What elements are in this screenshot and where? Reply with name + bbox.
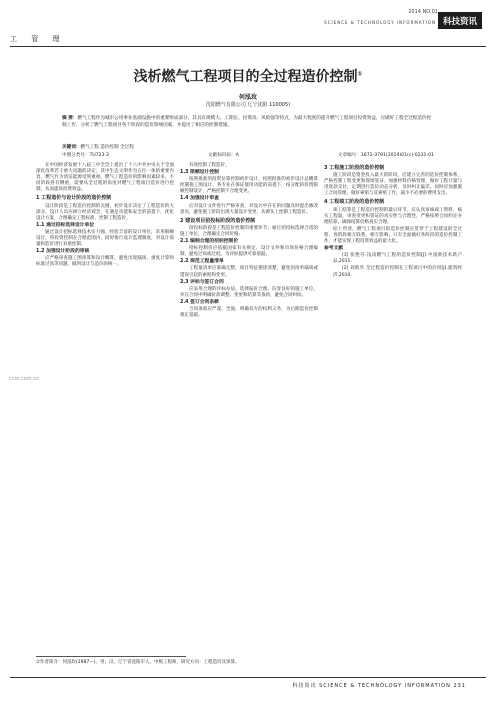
abstract-text: 燃气工程作为城市公用事业基础设施中的重要组成部分，其具有规模大、工期长、投资高、风险强等特点，为最大程度的提升燃气工程项目投资效益，应做好工程全过程造价控制工作，分析了燃气工程项目各个阶段的造价影响因素，并提出了相应的控制措施。 [62, 116, 432, 128]
bottom-rule [10, 677, 486, 678]
section-4-heading: 4 工程竣工阶段的造价控制 [324, 199, 385, 206]
section-1-2-paragraph: 应严格审查施工图预算和设计概算，避免出现漏项、重复计算和标准过高等问题，做到设计与造价的统一。 [36, 256, 174, 268]
column-2 [180, 163, 318, 320]
keywords-label: 关键词： [62, 145, 81, 150]
watermark: ccm.com.cn [9, 376, 40, 382]
article-number: 文章编号：1672-3791(2014)01(c)-0231-01 [337, 153, 434, 158]
page-footer: 科技资讯 SCIENCE & TECHNOLOGY INFORMATION 231 [292, 683, 466, 689]
keywords [62, 144, 134, 150]
article-title [0, 66, 496, 86]
section-1-1-heading: 1.1 通过招标选择设计单位 [36, 222, 95, 228]
title-mark: ① [357, 70, 363, 78]
section-2-4-paragraph: 合同条款应严谨、全面，明确双方的权利义务，为后期造价控制奠定基础。 [180, 306, 318, 319]
title-text: 浅析燃气工程项目的全过程造价控制 [133, 69, 358, 85]
author: 何泓玫 [238, 94, 257, 101]
clc-number: 中图分类号：TU723.3 [62, 153, 109, 158]
section-1-3-heading: 1.3 限额设计控制 [180, 170, 219, 176]
section-2-4-heading: 2.4 签订合同条款 [180, 299, 219, 305]
intro-paragraph: 在中国经济发展十八届三中全会上提出了十八中共中央关于全面深化改革若干重大问题的决定，其中生态文明作为五位一体的重要内容，燃气作为清洁能源受到重视。燃气工程造价的影响因素较多，不同阶段各有侧重，需要从全过程的角度对燃气工程项目造价进行控制，从而提高投资效益。 [36, 163, 174, 193]
reference-item: [1] 张艳芬.浅谈燃气工程的造价控制[J].中国新技术新产品,2011. [333, 253, 462, 265]
section-1-paragraph: 设计阶段是工程造价控制的关键，初步设计决定了工程造价的大部分。设计人员应树立经济观念，在满足功能和安全的前提下，优化设计方案，合理确定工程标准，控制工程造价。 [36, 203, 174, 221]
section-1-4-paragraph: 应对设计文件进行严格审查，对设计中存在的问题及时提出修改意见，避免施工阶段出现大量设计变更，从源头上控制工程造价。 [180, 203, 318, 215]
section-2-1-paragraph: 招标控制价应依据国家有关规定、设计文件和市场价格合理编制，避免过高或过低，为评标提供可靠依据。 [180, 246, 318, 258]
section-3-paragraph: 施工阶段是资金投入最大的阶段，应建立完善的造价控制体系，严格控制工程变更和现场签证，加强材料价格管理，做好工程计量与进度款支付，定期进行造价动态分析，及时纠正偏差。同时应加强施工合同管理，做好索赔与反索赔工作，减少不必要的费用支出。 [324, 173, 462, 197]
section-2-paragraph: 招投标阶段是工程造价控制的重要环节，通过招投标选择合适的施工单位，合理确定合同价格。 [180, 225, 318, 237]
header-rule [10, 46, 486, 47]
footnote: ①作者简介：何泓玫(1987—)，男，汉，辽宁省沈阳市人，中级工程师，研究方向：工程造价及预算。 [36, 660, 240, 665]
footnote-rule [36, 656, 186, 657]
reference-item: [2] 刘新华.全过程造价控制在工程项目中的应用[J].建筑经济,2010. [333, 266, 462, 278]
journal-badge: 科技资讯 [438, 12, 482, 29]
abstract-label: 摘 要： [62, 116, 78, 121]
section-1-2-heading: 1.2 加强设计阶段的审核 [36, 249, 90, 255]
header-section-label: 工 管 理 [10, 35, 66, 43]
column-1 [36, 163, 174, 270]
section-2-3-paragraph: 应采用合理的评标办法，选择报价合理、信誉良好的施工单位，并在合同中明确价款调整、变更和结算等条款，避免合同纠纷。 [180, 286, 318, 298]
doc-code: 文献标识码：A [208, 153, 239, 158]
keywords-text: 燃气工程 造价控制 全过程 [80, 145, 134, 150]
conclusion-paragraph: 综上所述，燃气工程项目的造价控制应贯穿于工程建设的全过程，各阶段相互联系、相互影响，只有全面做好各阶段的造价控制工作，才能实现工程投资效益的最大化。 [324, 226, 462, 245]
section-2-2-paragraph: 工程量清单应准确完整，项目特征描述清楚，避免因清单漏项或错误引起的索赔和变更。 [180, 266, 318, 278]
affiliation: 沈阳燃气有限公司 辽宁沈阳 110005) [205, 102, 291, 108]
header-english: SCIENCE & TECHNOLOGY INFORMATION [324, 20, 436, 25]
section-2-heading: 2 建设项目招投标阶段的造价控制 [180, 217, 256, 224]
col2-lead: 有效控制工程造价。 [189, 163, 230, 168]
section-2-3-heading: 2.3 评标与签订合同 [180, 279, 224, 285]
abstract [62, 115, 434, 129]
references-heading: 参考文献 [324, 246, 344, 252]
section-3-heading: 3 工程施工阶段的造价控制 [324, 165, 385, 171]
section-4-paragraph: 竣工结算是工程造价控制的最后环节，应认真审核竣工资料，核实工程量，审查变更和签证的真实性与合理性，严格按照合同约定办理结算，确保结算价格真实合理。 [324, 207, 462, 225]
section-2-2-heading: 2.2 规范工程量清单 [180, 259, 224, 265]
section-1-1-paragraph: 通过设计招标选择技术实力强、经验丰富的设计单位，采用限额设计，将投资控制在合理范围内，同时推行设计监理制度，对设计质量和造价进行双重控制。 [36, 229, 174, 248]
section-1-heading: 1 工程造价与设计阶段的造价控制 [36, 195, 112, 202]
header-issue: 2014 NO.01 [408, 9, 438, 15]
section-1-4-heading: 1.4 加强设计审查 [180, 196, 219, 202]
classification-row [62, 152, 434, 158]
section-1-3-paragraph: 按照批准的投资估算控制初步设计，按照批准的初步设计总概算控制施工图设计，各专业在保证使用功能的前提下，按分配的投资限额控制设计，严格控制不合理变更。 [180, 177, 318, 195]
column-3 [324, 163, 462, 280]
section-2-1-heading: 2.1 编制合理的招标控制价 [180, 239, 239, 245]
